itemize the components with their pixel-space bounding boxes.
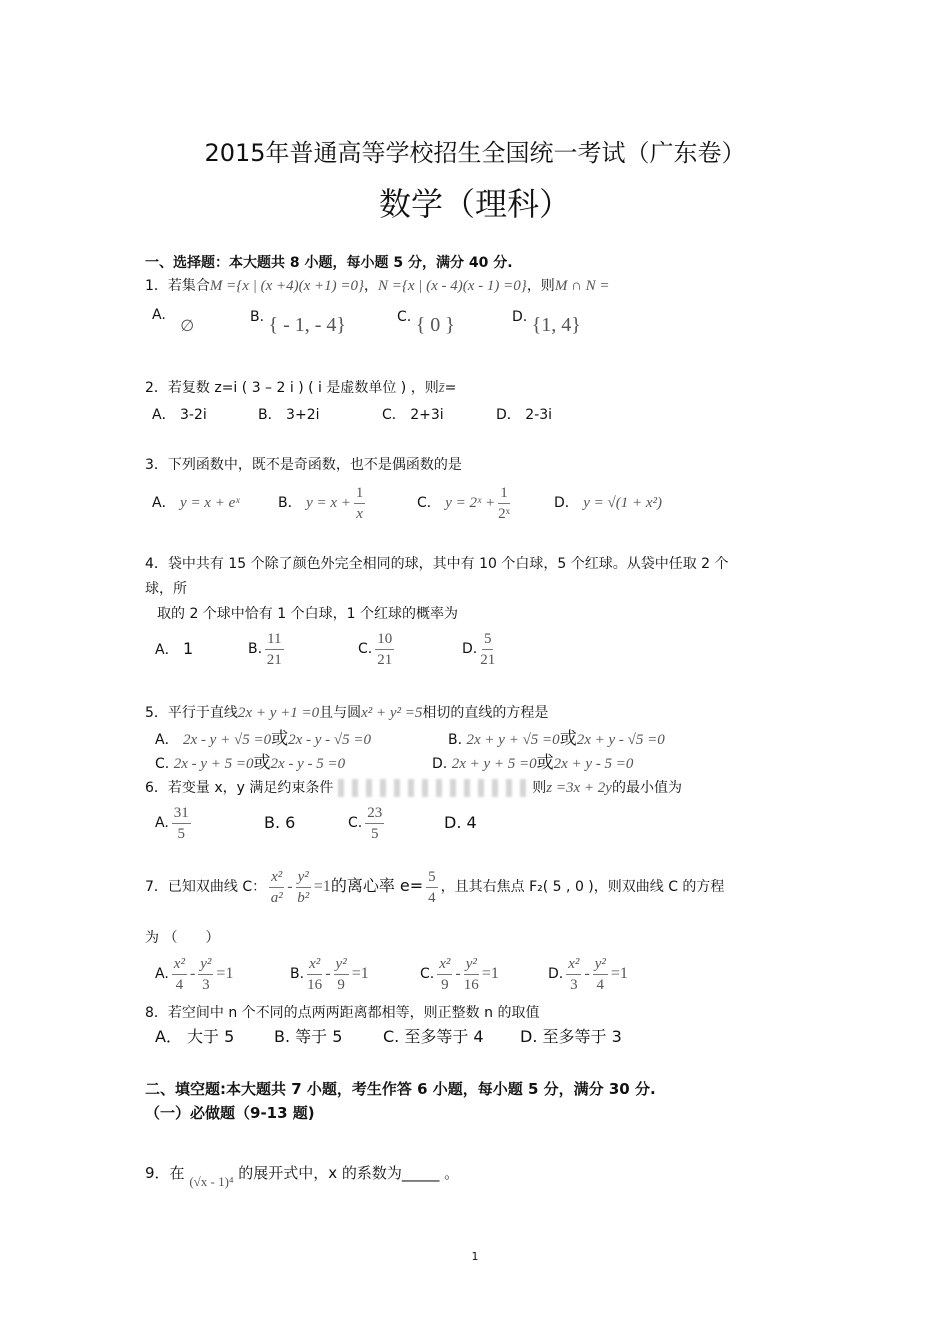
q5-stem (145, 703, 548, 723)
math: z̄ (438, 380, 445, 396)
q5-option-c (155, 753, 345, 774)
text: 或 (253, 753, 271, 773)
math: z =3x + 2y (546, 780, 612, 796)
math: =1 (610, 965, 628, 982)
q7-stem-line2: 为 （ ） (145, 930, 220, 946)
fraction (566, 954, 581, 995)
q3-option-d (554, 493, 662, 513)
math: (√x - 1)⁴ (189, 1174, 234, 1189)
numerator: x² (566, 954, 581, 975)
math: x² + y² =5 (361, 705, 423, 721)
q1-option-b (250, 305, 347, 336)
numerator: 10 (375, 629, 394, 650)
text: 或 (271, 729, 289, 749)
label: A． (155, 642, 179, 658)
math: { 0 } (415, 314, 455, 336)
fraction (593, 954, 608, 995)
fraction (265, 629, 283, 670)
q7-option-c: C. $\frac{\text{x²}}{9}$ - $\frac{\text{y²}}{16}$ =1 (420, 955, 499, 993)
q2-option-a: A． 3-2i (152, 407, 207, 423)
q6-stem (145, 778, 682, 798)
value: 4 (466, 813, 477, 832)
denominator: 16 (307, 976, 323, 993)
q8-option-c: C. 至多等于 4 (383, 1027, 484, 1046)
denominator: 21 (377, 651, 393, 668)
math: =1 (351, 965, 369, 982)
q5-option-d (432, 753, 633, 774)
math: y = √(1 + x²) (583, 495, 663, 511)
fraction (365, 803, 384, 844)
fraction (198, 954, 213, 995)
label: D. (462, 641, 478, 657)
label: C. (397, 309, 412, 325)
fraction (296, 867, 311, 908)
math: 2x - y - √5 =0 (288, 732, 371, 748)
label: B. (248, 641, 263, 657)
numerator: 5 (482, 629, 494, 650)
numerator: x² (437, 954, 452, 975)
fraction (354, 483, 366, 524)
numerator: x² (269, 867, 284, 888)
denominator: b² (297, 889, 310, 906)
q3-option-a (152, 493, 239, 513)
value: 1 (183, 639, 194, 658)
text: 的离心率 e= (330, 876, 424, 895)
numerator: 1 (354, 483, 366, 504)
text: ， (363, 278, 378, 294)
q7-option-b: B. $\frac{\text{x²}}{16}$ - $\frac{\text{y²}}{9}$ =1 (290, 955, 369, 993)
label: C. (358, 641, 373, 657)
denominator: 21 (480, 651, 496, 668)
text: 相切的直线的方程是 (422, 705, 549, 721)
fraction (307, 954, 322, 995)
q5-option-a (155, 729, 371, 750)
q2-option-c: C． 2+3i (382, 407, 444, 423)
q8-option-d: D. 至多等于 3 (520, 1027, 622, 1046)
q1-stem (145, 276, 610, 296)
q1-option-a (152, 305, 195, 335)
q4-stem-line3: 取的 2 个球中恰有 1 个白球，1 个红球的概率为 (157, 606, 458, 622)
math: M ={x | (x +4)(x +1) =0} (209, 278, 364, 294)
section1-heading: 一、选择题：本大题共 8 小题，每小题 5 分，满分 40 分. (145, 255, 513, 271)
math: y = x + eˣ (180, 495, 240, 511)
math: 2x + y + 5 =0 (451, 756, 537, 772)
q4-option-d (462, 628, 498, 670)
fraction (172, 954, 187, 995)
denominator: 2ˣ (498, 505, 510, 522)
math: y = x + (306, 495, 351, 511)
text: 6．若变量 x，y 满足约束条件 (145, 780, 334, 796)
text: 的展开式中，x 的系数为_____ 。 (238, 1164, 460, 1182)
text: 1．若集合 (145, 278, 210, 294)
fraction (426, 867, 438, 908)
q3-stem: 3．下列函数中，既不是奇函数，也不是偶函数的是 (145, 457, 462, 473)
denominator: 21 (266, 651, 282, 668)
subsection-heading: （一）必做题（9-13 题) (145, 1104, 315, 1122)
q3-option-c (417, 482, 513, 524)
q3-option-b (278, 482, 368, 524)
q1-option-d (512, 305, 581, 336)
label: D. (432, 756, 448, 772)
numerator: y² (464, 954, 479, 975)
denominator: 4 (596, 976, 605, 993)
q8-option-b: B. 等于 5 (274, 1027, 343, 1046)
q5-option-b (448, 729, 665, 750)
label: C． (417, 495, 441, 511)
math: 2x + y +1 =0 (237, 705, 320, 721)
label: C. (348, 815, 363, 831)
numerator: 31 (172, 803, 191, 824)
label: D. (512, 309, 528, 325)
text: 5．平行于直线 (145, 705, 238, 721)
fraction (464, 954, 479, 995)
q9-stem (145, 1163, 460, 1189)
denominator: x (356, 505, 363, 522)
math: {1, 4} (531, 314, 581, 336)
label: D． (554, 495, 579, 511)
label: B. (264, 813, 281, 832)
math: 2x - y - 5 =0 (270, 756, 346, 772)
constraint-image (338, 779, 528, 797)
text: 2．若复数 z=i ( 3 – 2 i ) ( i 是虚数单位 ) ，则 (145, 380, 439, 396)
text: 7．已知双曲线 C： (145, 879, 267, 895)
math: =1 (313, 878, 331, 895)
q6-option-c (348, 802, 387, 844)
numerator: y² (296, 867, 311, 888)
label: A. (155, 966, 169, 982)
label: C. (155, 756, 170, 772)
label: A. (155, 815, 169, 831)
label: D. (548, 966, 564, 982)
text: = (444, 380, 457, 396)
math: 2x + y - √5 =0 (576, 732, 665, 748)
numerator: x² (307, 954, 322, 975)
denominator: 5 (370, 825, 379, 842)
denominator: 3 (202, 976, 210, 993)
denominator: 5 (177, 825, 186, 842)
q4-option-c (358, 628, 397, 670)
denominator: 4 (175, 976, 184, 993)
fraction (480, 629, 495, 670)
q4-stem-line2: 球，所 (145, 581, 187, 597)
math: ∅ (180, 318, 195, 335)
label: B． (278, 495, 302, 511)
exam-title: 2015年普通高等学校招生全国统一考试（广东卷） (204, 139, 746, 167)
q4-option-b (248, 628, 287, 670)
fraction (375, 629, 394, 670)
label: C. (420, 966, 435, 982)
section2-heading: 二、填空题:本大题共 7 小题，考生作答 6 小题，每小题 5 分，满分 30 分. (145, 1080, 656, 1098)
label: A． (152, 495, 176, 511)
math: 2x - y + 5 =0 (173, 756, 254, 772)
denominator: 3 (570, 976, 578, 993)
denominator: 4 (428, 889, 436, 906)
label: B. (448, 732, 463, 748)
label: A． (155, 732, 179, 748)
fraction (269, 867, 284, 908)
q7-stem (145, 862, 724, 911)
q2-option-b: B． 3+2i (258, 407, 320, 423)
numerator: y² (198, 954, 213, 975)
math: 2x + y - 5 =0 (553, 756, 634, 772)
text: 且与圆 (319, 705, 362, 721)
numerator: 11 (265, 629, 283, 650)
text: 9．在 (145, 1164, 185, 1182)
text: 的最小值为 (611, 780, 682, 796)
text: 或 (559, 729, 577, 749)
numerator: y² (593, 954, 608, 975)
q2-option-d: D． 2-3i (496, 407, 552, 423)
math: N ={x | (x - 4)(x - 1) =0} (377, 278, 527, 294)
q4-stem-line1: 4．袋中共有 15 个除了颜色外完全相同的球，其中有 10 个白球，5 个红球。从袋中任取 2 个 (145, 556, 729, 572)
denominator: 16 (463, 976, 479, 993)
text: ，则 (526, 278, 555, 294)
numerator: 23 (365, 803, 384, 824)
exam-subtitle: 数学（理科） (378, 185, 571, 223)
math: =1 (481, 965, 499, 982)
text: ，且其右焦点 F₂( 5 , 0 )，则双曲线 C 的方程 (440, 879, 725, 895)
fraction (498, 483, 510, 524)
value: 6 (285, 813, 296, 832)
text: 或 (536, 753, 554, 773)
math: =1 (216, 965, 234, 982)
q7-option-d: D. $\frac{\text{x²}}{3}$ - $\frac{\text{y²}}{4}$ =1 (548, 955, 628, 993)
math: 2x + y + √5 =0 (466, 732, 560, 748)
q6-option-a (155, 802, 194, 844)
label: D. (444, 813, 462, 832)
math: M ∩ N = (554, 278, 610, 294)
q4-option-a (155, 639, 193, 660)
text: 则 (532, 780, 547, 796)
math: y = 2ˣ + (445, 495, 496, 511)
q6-option-d (444, 813, 477, 833)
math: - (287, 878, 293, 895)
label: B. (250, 309, 265, 325)
numerator: 5 (426, 867, 438, 888)
numerator: y² (334, 954, 349, 975)
math: { - 1, - 4} (268, 314, 347, 336)
q8-option-a: A． 大于 5 (155, 1027, 235, 1046)
denominator: 9 (441, 976, 449, 993)
label: A. (152, 307, 166, 323)
page-number: 1 (471, 1250, 479, 1263)
label: B. (290, 966, 305, 982)
denominator: 9 (337, 976, 345, 993)
numerator: 1 (498, 483, 510, 504)
q1-option-c (397, 305, 455, 336)
fraction (172, 803, 191, 844)
numerator: x² (172, 954, 187, 975)
q2-stem (145, 378, 456, 398)
q6-option-b (264, 813, 295, 833)
fraction (334, 954, 349, 995)
fraction (437, 954, 452, 995)
q7-option-a: A. $\frac{\text{x²}}{4}$ - $\frac{\text{y²}}{3}$ =1 (155, 955, 234, 993)
denominator: a² (270, 889, 283, 906)
q8-stem: 8．若空间中 n 个不同的点两两距离都相等，则正整数 n 的取值 (145, 1005, 540, 1021)
math: 2x - y + √5 =0 (183, 732, 272, 748)
